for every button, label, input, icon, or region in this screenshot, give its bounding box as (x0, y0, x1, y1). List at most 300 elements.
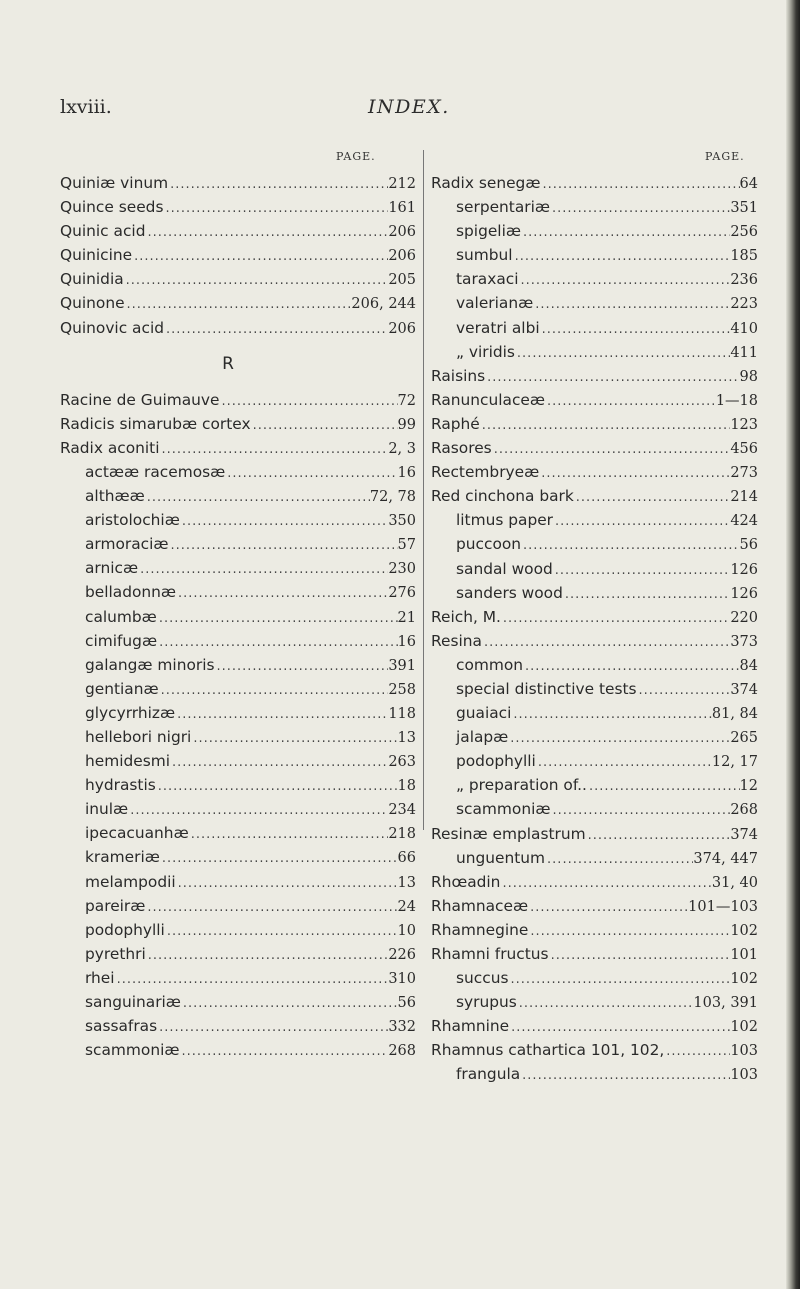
index-term: althææ (85, 487, 145, 506)
index-entry (431, 629, 758, 653)
dot-leader (480, 414, 731, 438)
dot-leader (145, 486, 370, 510)
dot-leader (145, 896, 397, 920)
index-entry (431, 1014, 758, 1038)
index-pages: 185 (730, 248, 758, 265)
dot-leader (124, 269, 389, 293)
dot-leader (132, 245, 388, 269)
dot-leader (165, 920, 398, 944)
index-entry (431, 581, 758, 605)
index-pages: 276 (388, 585, 416, 602)
index-term: Racine de Guimauve (60, 390, 220, 409)
index-pages: 103 (730, 1067, 758, 1084)
index-entry (431, 388, 758, 412)
index-term: Quinicine (60, 246, 133, 265)
index-term: Rhœadin (431, 872, 501, 891)
index-entry (60, 605, 416, 629)
index-term: sanguinariæ (85, 993, 181, 1011)
dot-leader (545, 390, 716, 414)
index-term: valerianæ (456, 294, 534, 313)
index-term: Raisins (431, 366, 486, 385)
index-entry (60, 508, 416, 532)
index-pages: 56 (397, 995, 416, 1011)
column-divider (423, 150, 424, 830)
dot-leader (157, 1016, 388, 1040)
index-pages: 72 (397, 392, 416, 409)
index-term: Radix aconiti (60, 438, 160, 457)
index-pages: 263 (388, 754, 416, 771)
dot-leader (179, 1040, 388, 1064)
dot-leader (540, 318, 731, 342)
index-term: jalapæ (456, 728, 509, 747)
index-term: Resina (431, 631, 482, 650)
index-entry (60, 412, 416, 436)
index-pages: 31, 40 (711, 874, 758, 891)
index-pages: 57 (397, 537, 416, 554)
index-pages: 98 (739, 368, 758, 385)
index-group-quin (60, 171, 416, 340)
index-term: ipecacuanhæ (85, 824, 189, 843)
dot-leader (515, 342, 730, 366)
index-pages: 258 (388, 681, 416, 698)
index-pages: 56 (739, 537, 758, 554)
dot-leader (159, 438, 388, 462)
dot-leader (574, 486, 731, 510)
index-term: spigeliæ (456, 222, 521, 241)
index-entry (431, 653, 758, 677)
dot-leader (157, 631, 397, 655)
index-entry (60, 725, 416, 749)
dot-leader (160, 847, 398, 871)
index-pages: 126 (730, 561, 758, 578)
dot-leader (168, 173, 388, 197)
dot-leader (159, 679, 389, 703)
index-term: Rhamnegine (431, 920, 529, 939)
index-pages: 102 (730, 1019, 758, 1036)
index-entry (431, 797, 758, 821)
index-entry (60, 701, 416, 725)
index-pages: 310 (388, 970, 416, 987)
index-term: Raphé (431, 414, 480, 433)
index-entry (60, 677, 416, 701)
index-entry (60, 243, 416, 267)
index-entry (431, 942, 758, 966)
index-pages: 12, 17 (711, 754, 758, 771)
index-term: Quinovic acid (60, 318, 164, 337)
index-term: podophylli (456, 752, 536, 771)
index-pages: 218 (388, 826, 416, 843)
index-entry (60, 966, 416, 990)
dot-leader (523, 655, 740, 679)
index-entry (431, 822, 758, 846)
index-entry (431, 966, 758, 990)
index-pages: 230 (388, 561, 416, 578)
dot-leader (138, 558, 388, 582)
index-term: Rhamnus cathartica 101, 102, (431, 1041, 665, 1060)
index-entry (431, 557, 758, 581)
index-term: Radicis simarubæ cortex (60, 414, 251, 433)
index-pages: 206 (388, 224, 416, 241)
index-term: serpentariæ (456, 198, 550, 217)
dot-leader (549, 944, 731, 968)
index-term: Rectembryeæ (431, 463, 540, 482)
index-entry (431, 725, 758, 749)
index-pages: 10 (397, 922, 416, 939)
index-pages: 265 (730, 730, 758, 747)
dot-leader (125, 293, 352, 317)
index-column-left (60, 171, 416, 1062)
index-entry (431, 532, 758, 556)
index-pages: 374 (730, 681, 758, 698)
index-pages: 350 (388, 513, 416, 530)
index-pages: 268 (388, 1043, 416, 1060)
index-term: veratri albi (456, 318, 540, 337)
index-group-r-right (431, 171, 758, 1087)
index-entry (60, 484, 416, 508)
index-entry (431, 267, 758, 291)
index-pages: 24 (397, 898, 416, 915)
index-entry (60, 556, 416, 580)
page-label-left: PAGE. (336, 150, 376, 163)
dot-leader (540, 173, 739, 197)
dot-leader (482, 631, 730, 655)
dot-leader (169, 534, 398, 558)
index-entry (431, 460, 758, 484)
dot-leader (163, 197, 388, 221)
dot-leader (251, 414, 398, 438)
index-entry (60, 219, 416, 243)
index-term: aristolochiæ (85, 511, 180, 530)
dot-leader (517, 992, 694, 1016)
index-entry (60, 845, 416, 869)
index-term: special distinctive tests (456, 679, 637, 698)
dot-leader (219, 390, 397, 414)
index-term: Rhamni fructus (431, 945, 549, 963)
dot-leader (508, 727, 730, 751)
index-entry (60, 990, 416, 1014)
index-term: frangula (456, 1065, 521, 1084)
index-term: Quinone (60, 294, 125, 313)
dot-leader (511, 703, 711, 727)
index-term: scammoniæ (85, 1041, 180, 1060)
index-term: puccoon (456, 535, 522, 554)
dot-leader (175, 703, 388, 727)
dot-leader (176, 582, 388, 606)
index-term: Ranunculaceæ (431, 390, 546, 409)
section-letter: R (222, 353, 234, 374)
index-entry (60, 629, 416, 653)
index-entry (431, 340, 758, 364)
index-term: Rhamnine (431, 1017, 510, 1036)
index-term: Quince seeds (60, 198, 164, 217)
index-pages: 223 (730, 296, 758, 313)
index-pages: 66 (397, 850, 416, 867)
index-entry (60, 653, 416, 677)
index-term: hemidesmi (85, 752, 171, 771)
index-term: rhei (85, 968, 115, 987)
index-entry (60, 918, 416, 942)
page-header (60, 96, 780, 130)
index-term: Radix senegæ (431, 174, 541, 192)
dot-leader (508, 968, 730, 992)
index-entry (431, 677, 758, 701)
index-pages: 102 (730, 971, 758, 988)
index-entry (60, 821, 416, 845)
dot-leader (156, 775, 398, 799)
index-term: melampodii (85, 872, 176, 891)
index-term: „ preparation of.. (456, 776, 587, 795)
index-entry (431, 412, 758, 436)
index-pages: 424 (730, 513, 758, 530)
index-entry (431, 1062, 758, 1086)
dot-leader (513, 245, 731, 269)
index-term: arnicæ (85, 559, 139, 578)
index-pages: 101—103 (688, 898, 758, 915)
index-entry (431, 195, 758, 219)
index-term: gentianæ (85, 679, 159, 698)
dot-leader (550, 197, 730, 221)
index-term: Quiniæ vinum (60, 174, 169, 192)
index-pages: 214 (730, 489, 758, 506)
index-term: armoraciæ (85, 535, 169, 554)
index-term: pyrethri (85, 944, 146, 963)
index-pages: 1—18 (715, 392, 758, 409)
index-pages: 236 (730, 272, 758, 289)
index-pages: 391 (388, 657, 416, 674)
index-pages: 13 (397, 874, 416, 891)
index-entry (60, 532, 416, 556)
index-pages: 206 (388, 320, 416, 337)
index-entry (431, 316, 758, 340)
index-entry (431, 291, 758, 315)
index-entry (60, 870, 416, 894)
index-pages: 81, 84 (711, 706, 758, 723)
index-term: krameriæ (85, 848, 160, 867)
dot-leader (164, 318, 388, 342)
dot-leader (545, 848, 693, 872)
index-entry (431, 484, 758, 508)
index-term: guaiaci (456, 704, 512, 723)
index-pages: 72, 78 (369, 489, 416, 506)
index-term: litmus paper (456, 511, 554, 530)
page-edge-shadow (786, 0, 800, 1289)
index-entry (431, 701, 758, 725)
index-entry (431, 171, 758, 195)
dot-leader (128, 799, 388, 823)
dot-leader (157, 607, 398, 631)
dot-leader (180, 510, 389, 534)
dot-leader (115, 968, 389, 992)
index-pages: 256 (730, 224, 758, 241)
index-group-r-left (60, 388, 416, 1063)
index-entry (431, 508, 758, 532)
index-term: Rasores (431, 439, 492, 458)
dot-leader (563, 583, 730, 607)
index-term: taraxaci (456, 270, 519, 289)
index-pages: 12 (739, 778, 758, 795)
dot-leader (485, 366, 739, 390)
dot-leader (176, 872, 398, 896)
index-term: podophylli (85, 920, 165, 939)
index-pages: 13 (397, 729, 416, 746)
dot-leader (520, 1064, 730, 1088)
index-term: pareiræ (85, 896, 146, 915)
index-term: sumbul (456, 246, 513, 265)
index-pages: 374, 447 (693, 850, 758, 867)
index-entry (60, 171, 416, 195)
dot-leader (170, 751, 388, 775)
dot-leader (553, 559, 731, 583)
index-term: Red cinchona bark (431, 487, 574, 506)
dot-leader (528, 920, 730, 944)
index-pages: 456 (730, 441, 758, 458)
index-term: „ viridis (456, 342, 515, 361)
index-term: hellebori nigri (85, 727, 192, 746)
index-entry (60, 267, 416, 291)
dot-leader (181, 992, 398, 1016)
index-entry (60, 797, 416, 821)
index-pages: 206, 244 (351, 296, 416, 313)
index-term: syrupus (456, 993, 517, 1012)
index-pages: 102 (730, 922, 758, 939)
index-pages: 161 (388, 200, 416, 217)
dot-leader (553, 510, 730, 534)
page-title: INDEX. (368, 96, 450, 118)
index-term: Quinidia (60, 270, 124, 289)
dot-leader (521, 534, 740, 558)
index-term: hydrastis (85, 776, 156, 795)
dot-leader (586, 824, 731, 848)
index-term: Rhamnaceæ (431, 896, 529, 915)
index-pages: 234 (388, 802, 416, 819)
index-entry (60, 388, 416, 412)
dot-leader (501, 607, 730, 631)
index-entry (431, 436, 758, 460)
dot-leader (189, 823, 389, 847)
index-entry (60, 1014, 416, 1038)
dot-leader (664, 1040, 730, 1064)
index-pages: 118 (388, 705, 416, 722)
index-pages: 351 (730, 200, 758, 217)
index-entry (60, 291, 416, 315)
dot-leader (145, 221, 388, 245)
index-pages: 126 (730, 585, 758, 602)
index-entry (431, 870, 758, 894)
index-entry (431, 749, 758, 773)
index-pages: 123 (730, 416, 758, 433)
index-entry (431, 918, 758, 942)
index-pages: 268 (730, 802, 758, 819)
index-term: inulæ (85, 800, 129, 819)
index-entry (60, 749, 416, 773)
index-pages: 84 (739, 657, 758, 674)
index-term: Reich, M. (431, 607, 501, 626)
index-term: cimifugæ (85, 631, 158, 650)
index-pages: 205 (388, 272, 416, 289)
index-pages: 220 (730, 609, 758, 626)
index-pages: 410 (730, 320, 758, 337)
index-entry (431, 605, 758, 629)
index-entry (431, 846, 758, 870)
index-entry (431, 1038, 758, 1062)
index-term: unguentum (456, 848, 546, 867)
index-pages: 64 (739, 176, 758, 192)
index-term: sassafras (85, 1017, 158, 1036)
index-term: Quinic acid (60, 222, 146, 241)
dot-leader (519, 269, 731, 293)
index-pages: 16 (397, 633, 416, 650)
dot-leader (587, 775, 740, 799)
index-pages: 411 (730, 344, 758, 361)
index-entry (431, 219, 758, 243)
index-entry (60, 316, 416, 340)
dot-leader (492, 438, 731, 462)
dot-leader (637, 679, 731, 703)
index-term: actææ racemosæ (85, 462, 226, 481)
index-term: common (456, 655, 524, 674)
index-pages: 226 (388, 946, 416, 963)
index-pages: 373 (730, 633, 758, 650)
dot-leader (521, 221, 730, 245)
index-pages: 21 (397, 609, 416, 626)
page-label-right: PAGE. (705, 150, 745, 163)
dot-leader (533, 293, 730, 317)
index-term: Resinæ emplastrum (431, 824, 586, 843)
index-term: belladonnæ (85, 583, 177, 602)
index-entry (60, 894, 416, 918)
index-entry (60, 460, 416, 484)
index-entry (431, 894, 758, 918)
index-pages: 374 (730, 826, 758, 843)
index-pages: 103, 391 (693, 995, 758, 1012)
index-term: succus (456, 969, 509, 988)
index-pages: 99 (397, 416, 416, 433)
index-pages: 18 (397, 778, 416, 795)
index-term: calumbæ (85, 607, 157, 626)
index-pages: 101 (730, 947, 758, 963)
index-pages: 332 (388, 1019, 416, 1036)
dot-leader (509, 1016, 730, 1040)
dot-leader (536, 751, 712, 775)
index-term: scammoniæ (456, 800, 551, 819)
index-term: sanders wood (456, 583, 563, 602)
index-pages: 2, 3 (388, 440, 416, 457)
index-entry (431, 773, 758, 797)
index-entry (60, 1038, 416, 1062)
index-pages: 16 (397, 464, 416, 481)
page-number: lxviii. (60, 96, 112, 118)
index-column-right (431, 171, 758, 1087)
index-pages: 206 (388, 248, 416, 265)
index-entry (60, 942, 416, 966)
index-pages: 212 (388, 176, 416, 192)
index-entry (431, 364, 758, 388)
dot-leader (550, 799, 730, 823)
index-term: sandal wood (456, 559, 553, 578)
index-entry (60, 773, 416, 797)
index-entry (60, 436, 416, 460)
dot-leader (191, 727, 397, 751)
dot-leader (528, 896, 688, 920)
dot-leader (539, 462, 730, 486)
index-entry (60, 195, 416, 219)
dot-leader (215, 655, 389, 679)
dot-leader (500, 872, 711, 896)
dot-leader (225, 462, 397, 486)
index-pages: 103 (730, 1043, 758, 1060)
index-pages: 273 (730, 465, 758, 482)
index-term: glycyrrhizæ (85, 703, 176, 722)
